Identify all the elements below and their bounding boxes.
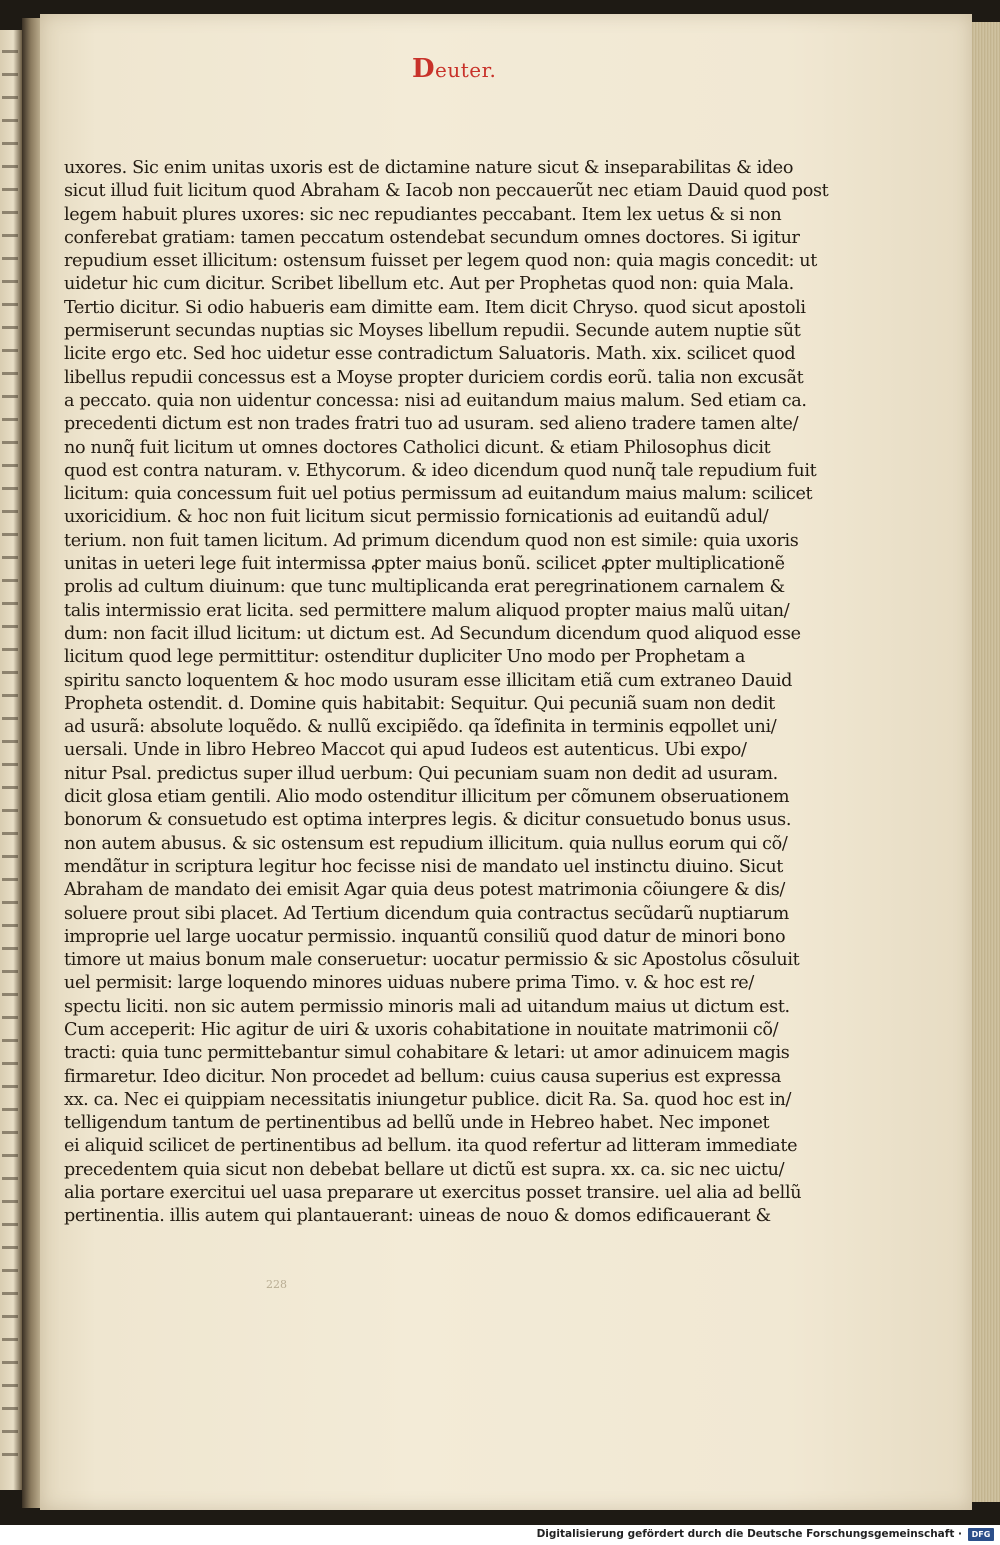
facing-page-text-fragment <box>2 763 18 766</box>
text-line: precedentem quia sicut non debebat bellare ut dictũ est supra. xx. ca. sic nec uictu/ <box>64 1159 785 1180</box>
facing-page-text-fragment <box>2 970 18 973</box>
facing-page-text-fragment <box>2 1361 18 1364</box>
facing-page-text-fragment <box>2 625 18 628</box>
text-line: uxores. Sic enim unitas uxoris est de dictamine nature sicut & inseparabilitas & ideo <box>64 158 794 178</box>
facing-page-text-fragment <box>2 1223 18 1226</box>
text-line: alia portare exercitui uel uasa preparare ut exercitus posset transire. uel alia ad bellũ <box>64 1183 802 1204</box>
text-line: uersali. Unde in libro Hebreo Maccot qui apud Iudeos est autenticus. Ubi expo/ <box>64 740 747 761</box>
facing-page-text-fragment <box>2 349 18 352</box>
facing-page-text-fragment <box>2 809 18 812</box>
text-line: pertinentia. illis autem qui plantauerant: uineas de nouo & domos edificauerant & <box>64 1206 771 1227</box>
facing-page-text-fragment <box>2 855 18 858</box>
facing-page-text-fragment <box>2 1154 18 1157</box>
text-line: non autem abusus. & sic ostensum est repudium illicitum. quia nullus eorum qui cõ/ <box>64 833 788 854</box>
facing-page-text-fragment <box>2 510 18 513</box>
dfg-logo: DFG <box>968 1528 994 1541</box>
text-line: Propheta ostendit. d. Domine quis habitabit: Sequitur. Qui pecuniã suam non dedit <box>64 693 775 714</box>
text-line: dicit glosa etiam gentili. Alio modo ostenditur illicitum per cõmunem obseruationem <box>64 787 790 808</box>
facing-page-text-fragment <box>2 1039 18 1042</box>
facing-page-edge <box>0 30 22 1490</box>
facing-page-text-fragment <box>2 1292 18 1295</box>
facing-page-text-fragment <box>2 257 18 260</box>
text-line: uxoricidium. & hoc non fuit licitum sicut permissio fornicationis ad euitandũ adul/ <box>64 507 769 528</box>
facing-page-text-fragment <box>2 464 18 467</box>
text-line: Cum acceperit: Hic agitur de uiri & uxoris cohabitatione in nouitate matrimonii cõ/ <box>64 1019 779 1040</box>
text-line: licitum quod lege permittitur: ostenditur dupliciter Uno modo per Prophetam a <box>64 647 746 668</box>
text-line: precedenti dictum est non trades fratri tuo ad usuram. sed alieno tradere tamen alte/ <box>64 414 799 435</box>
body-text <box>64 157 829 1229</box>
text-line: uidetur hic cum dicitur. Scribet libellum etc. Aut per Prophetas quod non: quia Mala. <box>64 274 794 295</box>
text-line: bonorum & consuetudo est optima interpres legis. & dicitur consuetudo bonus usus. <box>64 810 792 831</box>
facing-page-text-fragment <box>2 878 18 881</box>
facing-page-text-fragment <box>2 1338 18 1341</box>
text-line: licitum: quia concessum fuit uel potius permissum ad euitandum maius malum: scilicet <box>64 484 813 505</box>
facing-page-text-fragment <box>2 165 18 168</box>
text-line: spiritu sancto loquentem & hoc modo usuram esse illicitam etiã cum extraneo Dauid <box>64 670 793 691</box>
page-stack-edge <box>972 22 1000 1502</box>
text-line: firmaretur. Ideo dicitur. Non procedet ad bellum: cuius causa superius est expressa <box>64 1066 782 1087</box>
text-line: quod est contra naturam. v. Ethycorum. & ideo dicendum quod nunq̃ tale repudium fuit <box>64 460 817 481</box>
text-line: no nunq̃ fuit licitum ut omnes doctores Catholici dicunt. & etiam Philosophus dicit <box>64 437 771 458</box>
facing-page-text-fragment <box>2 1430 18 1433</box>
text-line: legem habuit plures uxores: sic nec repudiantes peccabant. Item lex uetus & si non <box>64 204 782 225</box>
text-line: timore ut maius bonum male conseruetur: uocatur permissio & sic Apostolus cõsuluit <box>64 950 800 971</box>
text-line: uel permisit: large loquendo minores uiduas nubere prima Timo. v. & hoc est re/ <box>64 973 754 994</box>
facing-page-text-fragment <box>2 993 18 996</box>
running-head-initial: D <box>412 54 436 84</box>
running-head <box>412 54 496 84</box>
facing-page-text-fragment <box>2 73 18 76</box>
text-line: sicut illud fuit licitum quod Abraham & Iacob non peccauerũt nec etiam Dauid quod post <box>64 181 829 202</box>
text-line: Tertio dicitur. Si odio habueris eam dimitte eam. Item dicit Chryso. quod sicut apostoli <box>64 297 806 318</box>
text-line: xx. ca. Nec ei quippiam necessitatis iniungetur publice. dicit Ra. Sa. quod hoc est in/ <box>64 1089 792 1110</box>
facing-page-text-fragment <box>2 947 18 950</box>
text-line: libellus repudii concessus est a Moyse propter duriciem cordis eorũ. talia non excusãt <box>64 367 804 388</box>
text-line: talis intermissio erat licita. sed permittere malum aliquod propter maius malũ uitan/ <box>64 600 790 621</box>
facing-page-text-fragment <box>2 648 18 651</box>
facing-page-text-fragment <box>2 1085 18 1088</box>
facing-page-text-fragment <box>2 533 18 536</box>
facing-page-text-fragment <box>2 280 18 283</box>
facing-page-text-fragment <box>2 556 18 559</box>
facing-page-text-fragment <box>2 671 18 674</box>
text-line: Abraham de mandato dei emisit Agar quia deus potest matrimonia cõiungere & dis/ <box>64 880 785 901</box>
text-line: repudium esset illicitum: ostensum fuisset per legem quod non: quia magis concedit: ut <box>64 251 818 272</box>
facing-page-text-fragment <box>2 234 18 237</box>
text-line: dum: non facit illud licitum: ut dictum est. Ad Secundum dicendum quod aliquod esse <box>64 623 801 644</box>
facing-page-text-fragment <box>2 1177 18 1180</box>
facing-page-text-fragment <box>2 50 18 53</box>
running-head-rest: euter. <box>435 58 497 82</box>
text-line: permiserunt secundas nuptias sic Moyses libellum repudii. Secunde autem nuptie sũt <box>64 321 801 342</box>
facing-page-text-fragment <box>2 602 18 605</box>
facing-page-text-fragment <box>2 1131 18 1134</box>
facing-page-text-fragment <box>2 188 18 191</box>
text-line: improprie uel large uocatur permissio. inquantũ consiliũ quod datur de minori bono <box>64 926 786 947</box>
facing-page-text-fragment <box>2 1384 18 1387</box>
facing-page-text-fragment <box>2 119 18 122</box>
facing-page-text-fragment <box>2 1269 18 1272</box>
facing-page-text-fragment <box>2 832 18 835</box>
facing-page-text-fragment <box>2 1108 18 1111</box>
facing-page-text-fragment <box>2 1315 18 1318</box>
text-line: telligendum tantum de pertinentibus ad bellũ unde in Hebreo habet. Nec imponet <box>64 1113 770 1134</box>
text-line: licite ergo etc. Sed hoc uidetur esse contradictum Saluatoris. Math. xix. scilicet quod <box>64 344 796 365</box>
text-line: nitur Psal. predictus super illud uerbum: Qui pecuniam suam non dedit ad usuram. <box>64 763 778 784</box>
facing-page-text-fragment <box>2 326 18 329</box>
text-line: prolis ad cultum diuinum: que tunc multiplicanda erat peregrinationem carnalem & <box>64 577 785 598</box>
facing-page-text-fragment <box>2 717 18 720</box>
facing-page-text-fragment <box>2 418 18 421</box>
facing-page-text-fragment <box>2 211 18 214</box>
attribution-text: Digitalisierung gefördert durch die Deutsche Forschungsgemeinschaft · <box>536 1528 962 1540</box>
text-line: unitas in ueteri lege fuit intermissa ꝓpter maius bonũ. scilicet ꝓpter multiplicationẽ <box>64 554 785 575</box>
text-line: a peccato. quia non uidentur concessa: nisi ad euitandum maius malum. Sed etiam ca. <box>64 390 807 411</box>
text-line: spectu liciti. non sic autem permissio minoris mali ad uitandum maius ut dictum est. <box>64 996 790 1017</box>
attribution-bar <box>0 1525 1000 1545</box>
text-line: mendãtur in scriptura legitur hoc fecisse nisi de mandato uel instinctu diuino. Sicut <box>64 856 784 877</box>
facing-page-text-fragment <box>2 1407 18 1410</box>
text-line: conferebat gratiam: tamen peccatum ostendebat secundum omnes doctores. Si igitur <box>64 227 800 248</box>
text-line: ei aliquid scilicet de pertinentibus ad bellum. ita quod refertur ad litteram immediate <box>64 1136 798 1157</box>
facing-page-text-fragment <box>2 96 18 99</box>
facing-page-text-fragment <box>2 579 18 582</box>
facing-page-text-fragment <box>2 786 18 789</box>
text-line: terium. non fuit tamen licitum. Ad primum dicendum quod non est simile: quia uxoris <box>64 530 799 551</box>
facing-page-text-fragment <box>2 487 18 490</box>
text-line: soluere prout sibi placet. Ad Tertium dicendum quia contractus secũdarũ nuptiarum <box>64 903 789 924</box>
facing-page-text-fragment <box>2 303 18 306</box>
facing-page-text-fragment <box>2 395 18 398</box>
facing-page-text-fragment <box>2 441 18 444</box>
facing-page-text-fragment <box>2 1200 18 1203</box>
facing-page-text-fragment <box>2 1016 18 1019</box>
folio-mark: 228 <box>266 1278 287 1291</box>
facing-page-text-fragment <box>2 1246 18 1249</box>
facing-page-text-fragment <box>2 142 18 145</box>
facing-page-text-fragment <box>2 1453 18 1456</box>
facing-page-text-fragment <box>2 372 18 375</box>
facing-page-text-fragment <box>2 694 18 697</box>
facing-page-text-fragment <box>2 901 18 904</box>
facing-page-text-fragment <box>2 740 18 743</box>
facing-page-text-fragment <box>2 924 18 927</box>
text-line: tracti: quia tunc permittebantur simul cohabitare & letari: ut amor adinuicem magis <box>64 1043 790 1064</box>
facing-page-text-fragment <box>2 1062 18 1065</box>
text-line: ad usurã: absolute loquẽdo. & nullũ excipiẽdo. qa ĩdefinita in terminis eqpollet uni/ <box>64 717 777 738</box>
